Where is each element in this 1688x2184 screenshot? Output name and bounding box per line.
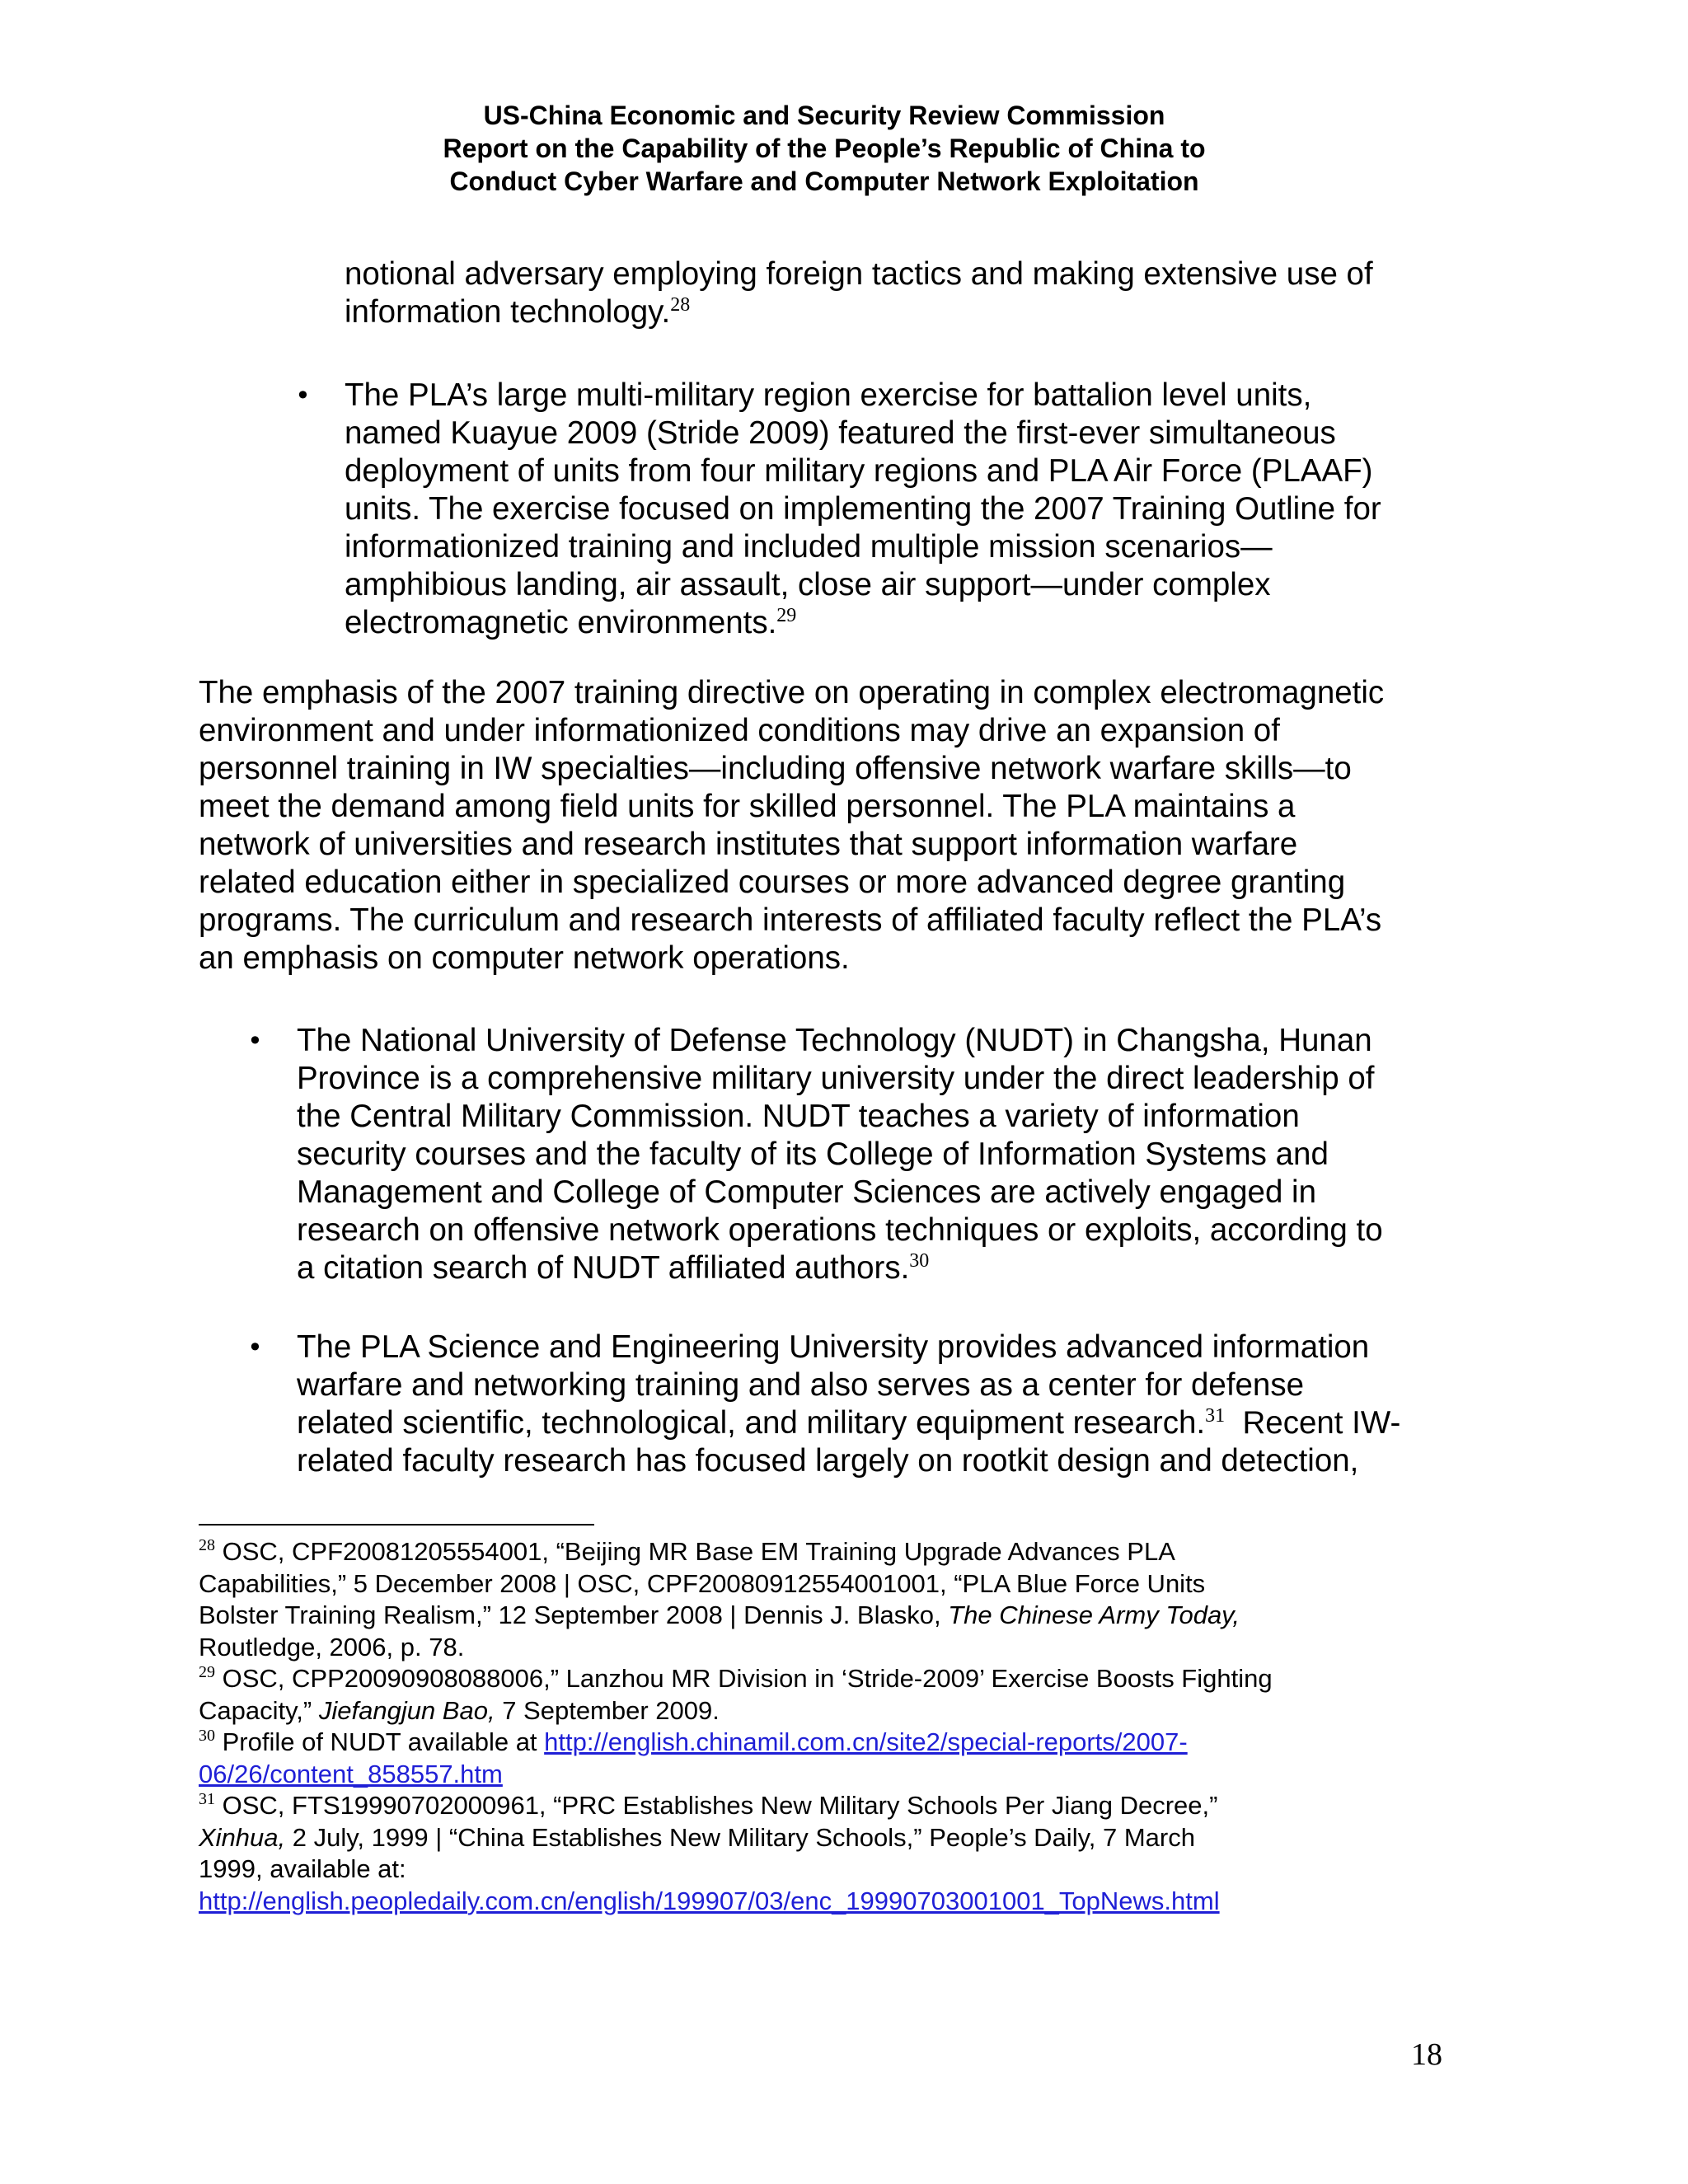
text-line: informationized training and included multiple mission scenarios—: [345, 529, 1273, 565]
text-line: the Central Military Commission. NUDT teaches a variety of information: [297, 1099, 1300, 1134]
text-line: amphibious landing, air assault, close air support—under complex: [345, 567, 1271, 602]
text-line: an emphasis on computer network operations.: [199, 940, 850, 976]
footnote-31: $^{31}$ OSC, FTS19990702000961, “PRC Establishes New Military Schools Per Jiang Decree,” Xinhua, 2 July, 1999 | “China Establishes New Military Schools,” People’s Daily, 7 March 1999, available at: http://english.peopledaily.com.cn/english/199907/03/enc_19990703001001_TopNews.html: [199, 1790, 1220, 1915]
text-line: The National University of Defense Technology (NUDT) in Changsha, Hunan: [297, 1023, 1372, 1058]
footnote-ref: 31: [1205, 1405, 1226, 1427]
text-line: named Kuayue 2009 (Stride 2009) featured the first-ever simultaneous: [345, 415, 1336, 451]
footnote-ref: 29: [776, 605, 797, 626]
report-header: [330, 99, 1319, 198]
bullet-nudt: [297, 1022, 1383, 1287]
footnote-28: $^{28}$ OSC, CPF20081205554001, “Beijing MR Base EM Training Upgrade Advances PLA Capabilities,” 5 December 2008 | OSC, CPF20080912554001001, “PLA Blue Force Units Bolster Training Realism,” 12 September 2008 | Dennis J. Blasko, The Chinese Army Today, Routledge, 2006, p. 78.: [199, 1536, 1240, 1661]
nudt-profile-link-continued[interactable]: 06/26/content_858557.htm: [199, 1759, 503, 1788]
text-line: Province is a comprehensive military university under the direct leadership of: [297, 1061, 1375, 1096]
peopledaily-link[interactable]: http://english.peopledaily.com.cn/english/199907/03/enc_19990703001001_TopNews.html: [199, 1886, 1220, 1915]
bullet-icon: •: [295, 380, 311, 411]
nudt-profile-link[interactable]: http://english.chinamil.com.cn/site2/special-reports/2007-: [544, 1727, 1188, 1756]
text-line: information technology.$^{28}$: [345, 294, 691, 330]
text-line: The PLA’s large multi-military region exercise for battalion level units,: [345, 377, 1312, 413]
footnote-number: 31: [199, 1790, 215, 1808]
text-line: related faculty research has focused largely on rootkit design and detection,: [297, 1443, 1359, 1479]
text-line: security courses and the faculty of its College of Information Systems and: [297, 1137, 1329, 1172]
text-line: related scientific, technological, and military equipment research.$^{31}$ Recent IW-: [297, 1405, 1401, 1441]
text-line: a citation search of NUDT affiliated authors.$^{30}$: [297, 1250, 930, 1286]
footnote-ref: 30: [909, 1250, 930, 1272]
bullet-icon: •: [247, 1332, 263, 1363]
page-number: 18: [1411, 2037, 1442, 2072]
continuation-text: [345, 255, 1373, 331]
bullet-seu: [297, 1329, 1400, 1480]
text-line: personnel training in IW specialties—including offensive network warfare skills—to: [199, 751, 1352, 786]
footnote-ref: 28: [670, 294, 691, 316]
body-paragraph: [199, 674, 1384, 977]
footnote-number: 29: [199, 1663, 215, 1681]
footnote-number: 28: [199, 1536, 215, 1554]
text-line: environment and under informationized conditions may drive an expansion of: [199, 713, 1280, 748]
footnote-30: $^{30}$ Profile of NUDT available at http://english.chinamil.com.cn/site2/special-reports/2007- 06/26/content_858557.htm: [199, 1727, 1188, 1788]
text-line: notional adversary employing foreign tactics and making extensive use of: [345, 256, 1373, 292]
header-line-2: Report on the Capability of the People’s Republic of China to: [443, 134, 1206, 163]
text-line: meet the demand among field units for skilled personnel. The PLA maintains a: [199, 789, 1296, 824]
text-line: electromagnetic environments.$^{29}$: [345, 605, 797, 640]
text-line: The PLA Science and Engineering University provides advanced information: [297, 1329, 1370, 1365]
header-line-1: US-China Economic and Security Review Commission: [483, 101, 1165, 130]
text-line: units. The exercise focused on implementing the 2007 Training Outline for: [345, 491, 1381, 527]
text-line: Management and College of Computer Sciences are actively engaged in: [297, 1174, 1317, 1210]
text-line: related education either in specialized courses or more advanced degree granting: [199, 865, 1346, 900]
footnotes: [199, 1536, 1435, 1917]
text-line: The emphasis of the 2007 training directive on operating in complex electromagnetic: [199, 675, 1385, 710]
text-line: network of universities and research institutes that support information warfare: [199, 827, 1298, 862]
text-line: research on offensive network operations techniques or exploits, according to: [297, 1212, 1383, 1248]
header-line-3: Conduct Cyber Warfare and Computer Network Exploitation: [449, 166, 1199, 196]
footnote-number: 30: [199, 1727, 215, 1745]
text-line: programs. The curriculum and research interests of affiliated faculty reflect the PLA’s: [199, 902, 1382, 938]
bullet-kuayue: [345, 377, 1381, 642]
bullet-icon: •: [247, 1025, 263, 1057]
text-line: warfare and networking training and also serves as a center for defense: [297, 1367, 1304, 1403]
text-line: deployment of units from four military regions and PLA Air Force (PLAAF): [345, 453, 1373, 489]
footnote-29: $^{29}$ OSC, CPP20090908088006,” Lanzhou MR Division in ‘Stride-2009’ Exercise Boosts Fighting Capacity,” Jiefangjun Bao, 7 September 2009.: [199, 1663, 1273, 1725]
footnote-separator: [199, 1524, 594, 1526]
